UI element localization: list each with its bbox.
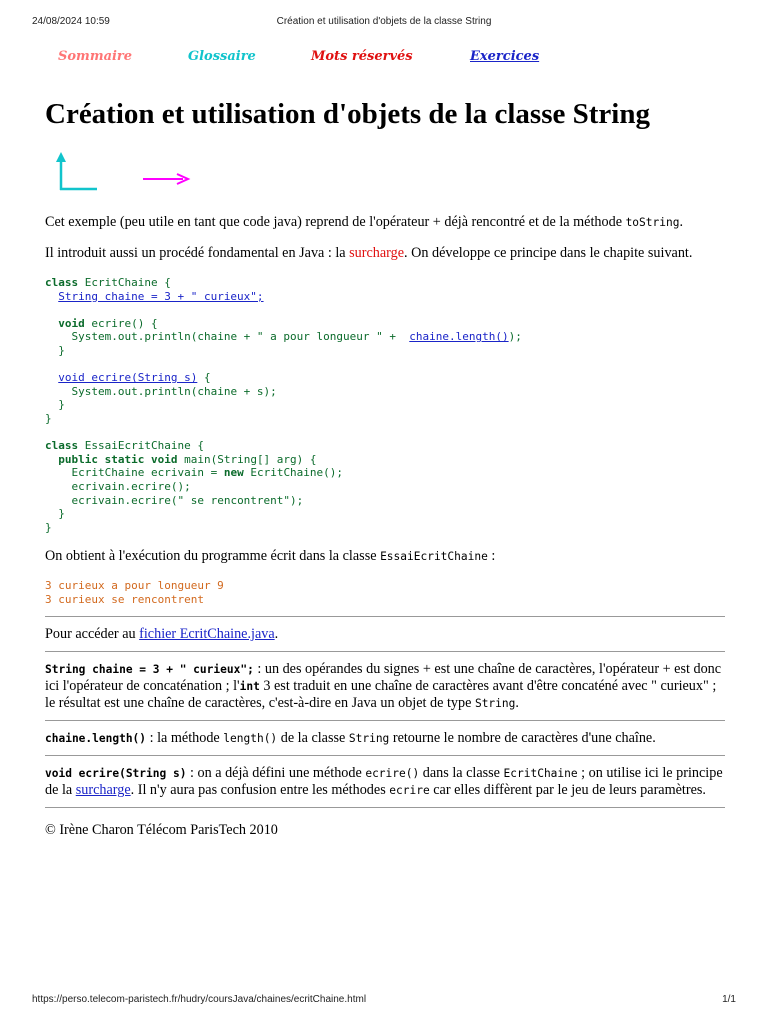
code-chaine-declaration-link[interactable]: String chaine = 3 + " curieux"; — [58, 289, 264, 303]
code-block — [45, 276, 725, 534]
code-brace: } — [58, 507, 65, 521]
code-ecrire-overload-link[interactable]: void ecrire(String s) — [58, 371, 198, 385]
code-line: ecrivain.ecrire(" se rencontrent"); — [71, 493, 304, 507]
note-code: chaine.length() — [45, 732, 147, 746]
note-text: . — [515, 695, 519, 712]
print-title: Création et utilisation d'objets de la classe String — [276, 16, 492, 27]
note-code: String chaine = 3 + " curieux"; — [45, 663, 254, 677]
output-line: 3 curieux se rencontrent — [45, 592, 204, 606]
note-string-concat — [45, 652, 725, 720]
surcharge-link[interactable]: surcharge — [75, 782, 131, 799]
note-text: retourne le nombre de caractères d'une chaîne. — [389, 730, 656, 747]
execution-text: On obtient à l'exécution du programme écrit dans la classe — [45, 548, 377, 565]
note-text: dans la classe — [419, 765, 504, 782]
surcharge-text: Il introduit aussi un procédé fondamental en Java : la — [45, 245, 346, 261]
note-ecrire — [45, 756, 725, 807]
note-text: car elles diffèrent par le jeu de leurs paramètres. — [429, 782, 706, 799]
code-line: ecrire() { — [84, 316, 158, 330]
code-keyword: public static void — [58, 452, 178, 466]
note-code: String — [474, 697, 516, 711]
note-code: EcritChaine — [503, 767, 578, 781]
navigation-arrows — [45, 152, 725, 198]
note-length — [45, 721, 725, 755]
code-line: System.out.println(chaine + s); — [71, 384, 277, 398]
code-line: { — [197, 371, 211, 385]
note-code: int — [239, 680, 260, 694]
page-title: Création et utilisation d'objets de la classe String — [45, 98, 650, 130]
access-text: Pour accéder au — [45, 626, 140, 643]
note-text: 3 est traduit en une chaîne de caractères avant d'être concaténé avec " curieux" ; le résultat est une chaîne de caractères, c'est-à-dire en Java un objet de type — [45, 678, 717, 712]
intro-end: . — [679, 214, 683, 230]
note-text: : un des opérandes du signes + est une chaîne de caractères, l'opérateur + est donc ici l'opérateur de concaténation ; l' — [45, 661, 722, 695]
print-url: https://perso.telecom-paristech.fr/hudry/coursJava/chaines/ecritChaine.html — [32, 994, 367, 1005]
note-text: : la méthode — [146, 730, 224, 747]
note-code: ecrire — [389, 784, 430, 798]
nav-mots-reserves-link[interactable]: Mots réservés — [311, 49, 413, 64]
code-brace: } — [45, 520, 52, 534]
note-code: ecrire() — [365, 767, 420, 781]
note-text: de la classe — [277, 730, 349, 747]
execution-end: : — [487, 548, 496, 565]
access-note — [45, 617, 725, 651]
code-length-link[interactable]: chaine.length() — [409, 330, 509, 344]
note-code: void ecrire(String s) — [45, 767, 187, 781]
copyright: © Irène Charon Télécom ParisTech 2010 — [45, 822, 278, 839]
code-keyword: new — [223, 466, 244, 480]
note-text: ; on utilise ici le principe de la — [45, 765, 723, 799]
nav-glossaire-link[interactable]: Glossaire — [188, 49, 256, 64]
code-line: EcritChaine(); — [243, 466, 344, 480]
code-brace: } — [58, 398, 65, 412]
note-text: . Il n'y aura pas confusion entre les méthodes — [130, 782, 390, 799]
code-keyword: class — [45, 439, 79, 453]
surcharge-text-end: . On développe ce principe dans le chapite suivant. — [404, 245, 693, 261]
surcharge-paragraph — [45, 245, 725, 262]
divider — [45, 807, 725, 808]
top-navigation — [0, 49, 768, 71]
note-code: String — [348, 732, 390, 746]
execution-class-code: EssaiEcritChaine — [380, 550, 488, 564]
code-line: EcritChaine { — [78, 276, 171, 289]
nav-sommaire-link[interactable]: Sommaire — [58, 49, 133, 64]
print-page-number: 1/1 — [722, 994, 736, 1005]
nav-exercices-link[interactable]: Exercices — [470, 49, 540, 64]
intro-text: Cet exemple (peu utile en tant que code java) reprend de l'opérateur + déjà rencontré et de la méthode — [45, 214, 623, 230]
execution-paragraph — [45, 548, 725, 565]
code-line: ); — [508, 330, 522, 344]
file-link[interactable]: fichier EcritChaine.java — [139, 626, 275, 643]
note-code: length() — [223, 732, 278, 746]
code-line: ecrivain.ecrire(); — [71, 479, 191, 493]
program-output — [45, 579, 725, 606]
code-brace: } — [58, 343, 65, 357]
code-line: main(String[] arg) { — [177, 452, 317, 466]
output-line: 3 curieux a pour longueur 9 — [45, 579, 224, 593]
up-arrow-icon[interactable] — [55, 152, 99, 194]
code-brace: } — [45, 411, 52, 425]
surcharge-term: surcharge — [349, 245, 405, 261]
code-line: EcritChaine ecrivain = — [71, 466, 224, 480]
code-line: EssaiEcritChaine { — [78, 439, 204, 453]
print-datetime: 24/08/2024 10:59 — [32, 16, 110, 27]
intro-tostring-code: toString — [625, 216, 680, 229]
code-keyword: void — [58, 316, 85, 330]
code-line: System.out.println(chaine + " a pour longueur " + — [71, 330, 410, 344]
access-end: . — [274, 626, 279, 643]
code-keyword: class — [45, 276, 79, 289]
right-arrow-icon[interactable] — [143, 172, 191, 186]
main-content — [45, 96, 725, 853]
intro-paragraph — [45, 214, 725, 231]
note-text: : on a déjà défini une méthode — [186, 765, 366, 782]
print-footer — [32, 994, 736, 1005]
